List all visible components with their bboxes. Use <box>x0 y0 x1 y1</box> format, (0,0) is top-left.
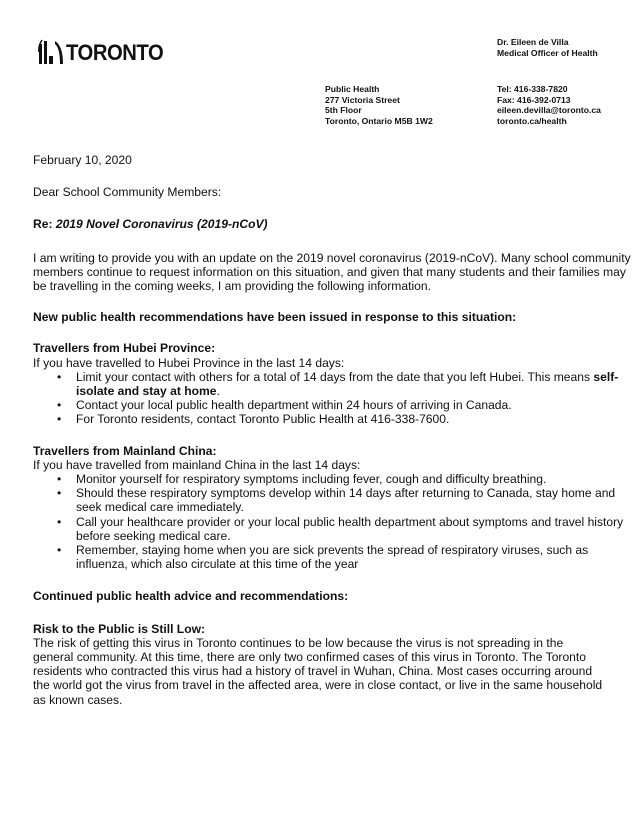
city-hall-icon <box>38 38 64 64</box>
contact-block <box>497 84 601 126</box>
risk-paragraph: The risk of getting this virus in Toronto continues to be low because the virus is not spreading in the general community. At this time, there are only two confirmed cases of this virus in Toronto. The Toronto residents who contracted this virus had a history of travel in Wuhan, China. Most cases occurring around the world got the virus from travel in the affected area, were in close contact, or live in the same household as known cases. <box>33 635 603 707</box>
address-block <box>325 84 433 126</box>
mainland-list <box>33 472 631 571</box>
address-line: 5th Floor <box>325 105 362 115</box>
recommendations-heading: New public health recommendations have been issued in response to this situation: <box>33 310 517 325</box>
re-subject: 2019 Novel Coronavirus (2019-nCoV) <box>55 217 268 232</box>
toronto-logo <box>38 38 172 64</box>
hubei-list <box>33 370 633 427</box>
officer-block <box>497 37 598 58</box>
list-item: • Contact your local public health department within 24 hours of arriving in Canada. <box>76 398 633 412</box>
intro-paragraph: I am writing to provide you with an update on the 2019 novel coronavirus (2019-nCoV). Many school community members continue to request information on this situation, and given that many students and their families may be travelling in the coming weeks, I am providing the following information. <box>33 250 631 294</box>
contact-email[interactable]: eileen.devilla@toronto.ca <box>497 105 601 115</box>
letter-date: February 10, 2020 <box>33 153 132 167</box>
letter-body <box>33 153 633 707</box>
list-item: • Monitor yourself for respiratory symptoms including fever, cough and difficulty breathing. <box>76 472 631 486</box>
list-item: • Call your healthcare provider or your local public health department about symptoms and travel history before seeking medical care. <box>76 515 631 543</box>
hubei-lead: If you have travelled to Hubei Province in the last 14 days: <box>33 355 345 370</box>
hubei-heading: Travellers from Hubei Province: <box>33 341 216 356</box>
list-item: • Limit your contact with others for a total of 14 days from the date that you left Hubei. This means self-isolate and stay at home. <box>76 370 633 398</box>
list-item: • For Toronto residents, contact Toronto Public Health at 416-338-7600. <box>76 412 633 426</box>
address-line: Public Health <box>325 84 380 94</box>
re-label: Re: <box>33 217 56 232</box>
salutation: Dear School Community Members: <box>33 185 222 200</box>
continued-heading: Continued public health advice and recommendations: <box>33 589 349 604</box>
risk-heading: Risk to the Public is Still Low: <box>33 621 206 636</box>
contact-website[interactable]: toronto.ca/health <box>497 115 567 126</box>
list-item: • Should these respiratory symptoms develop within 14 days after returning to Canada, stay home and seek medical care immediately. <box>76 486 631 514</box>
re-line <box>33 217 633 231</box>
mainland-lead: If you have travelled from mainland China in the last 14 days: <box>33 457 361 472</box>
officer-title: Medical Officer of Health <box>497 47 598 58</box>
mainland-heading: Travellers from Mainland China: <box>33 443 217 458</box>
address-line: Toronto, Ontario M5B 1W2 <box>325 115 433 126</box>
list-item: • Remember, staying home when you are sick prevents the spread of respiratory viruses, such as influenza, which also circulate at this time of the year <box>76 543 631 571</box>
contact-fax: Fax: 416-392-0713 <box>497 94 571 105</box>
address-line: 277 Victoria Street <box>325 94 400 105</box>
logo-wordmark: TORONTO <box>66 40 164 65</box>
contact-tel: Tel: 416-338-7820 <box>497 84 568 94</box>
officer-name: Dr. Eileen de Villa <box>497 37 569 47</box>
